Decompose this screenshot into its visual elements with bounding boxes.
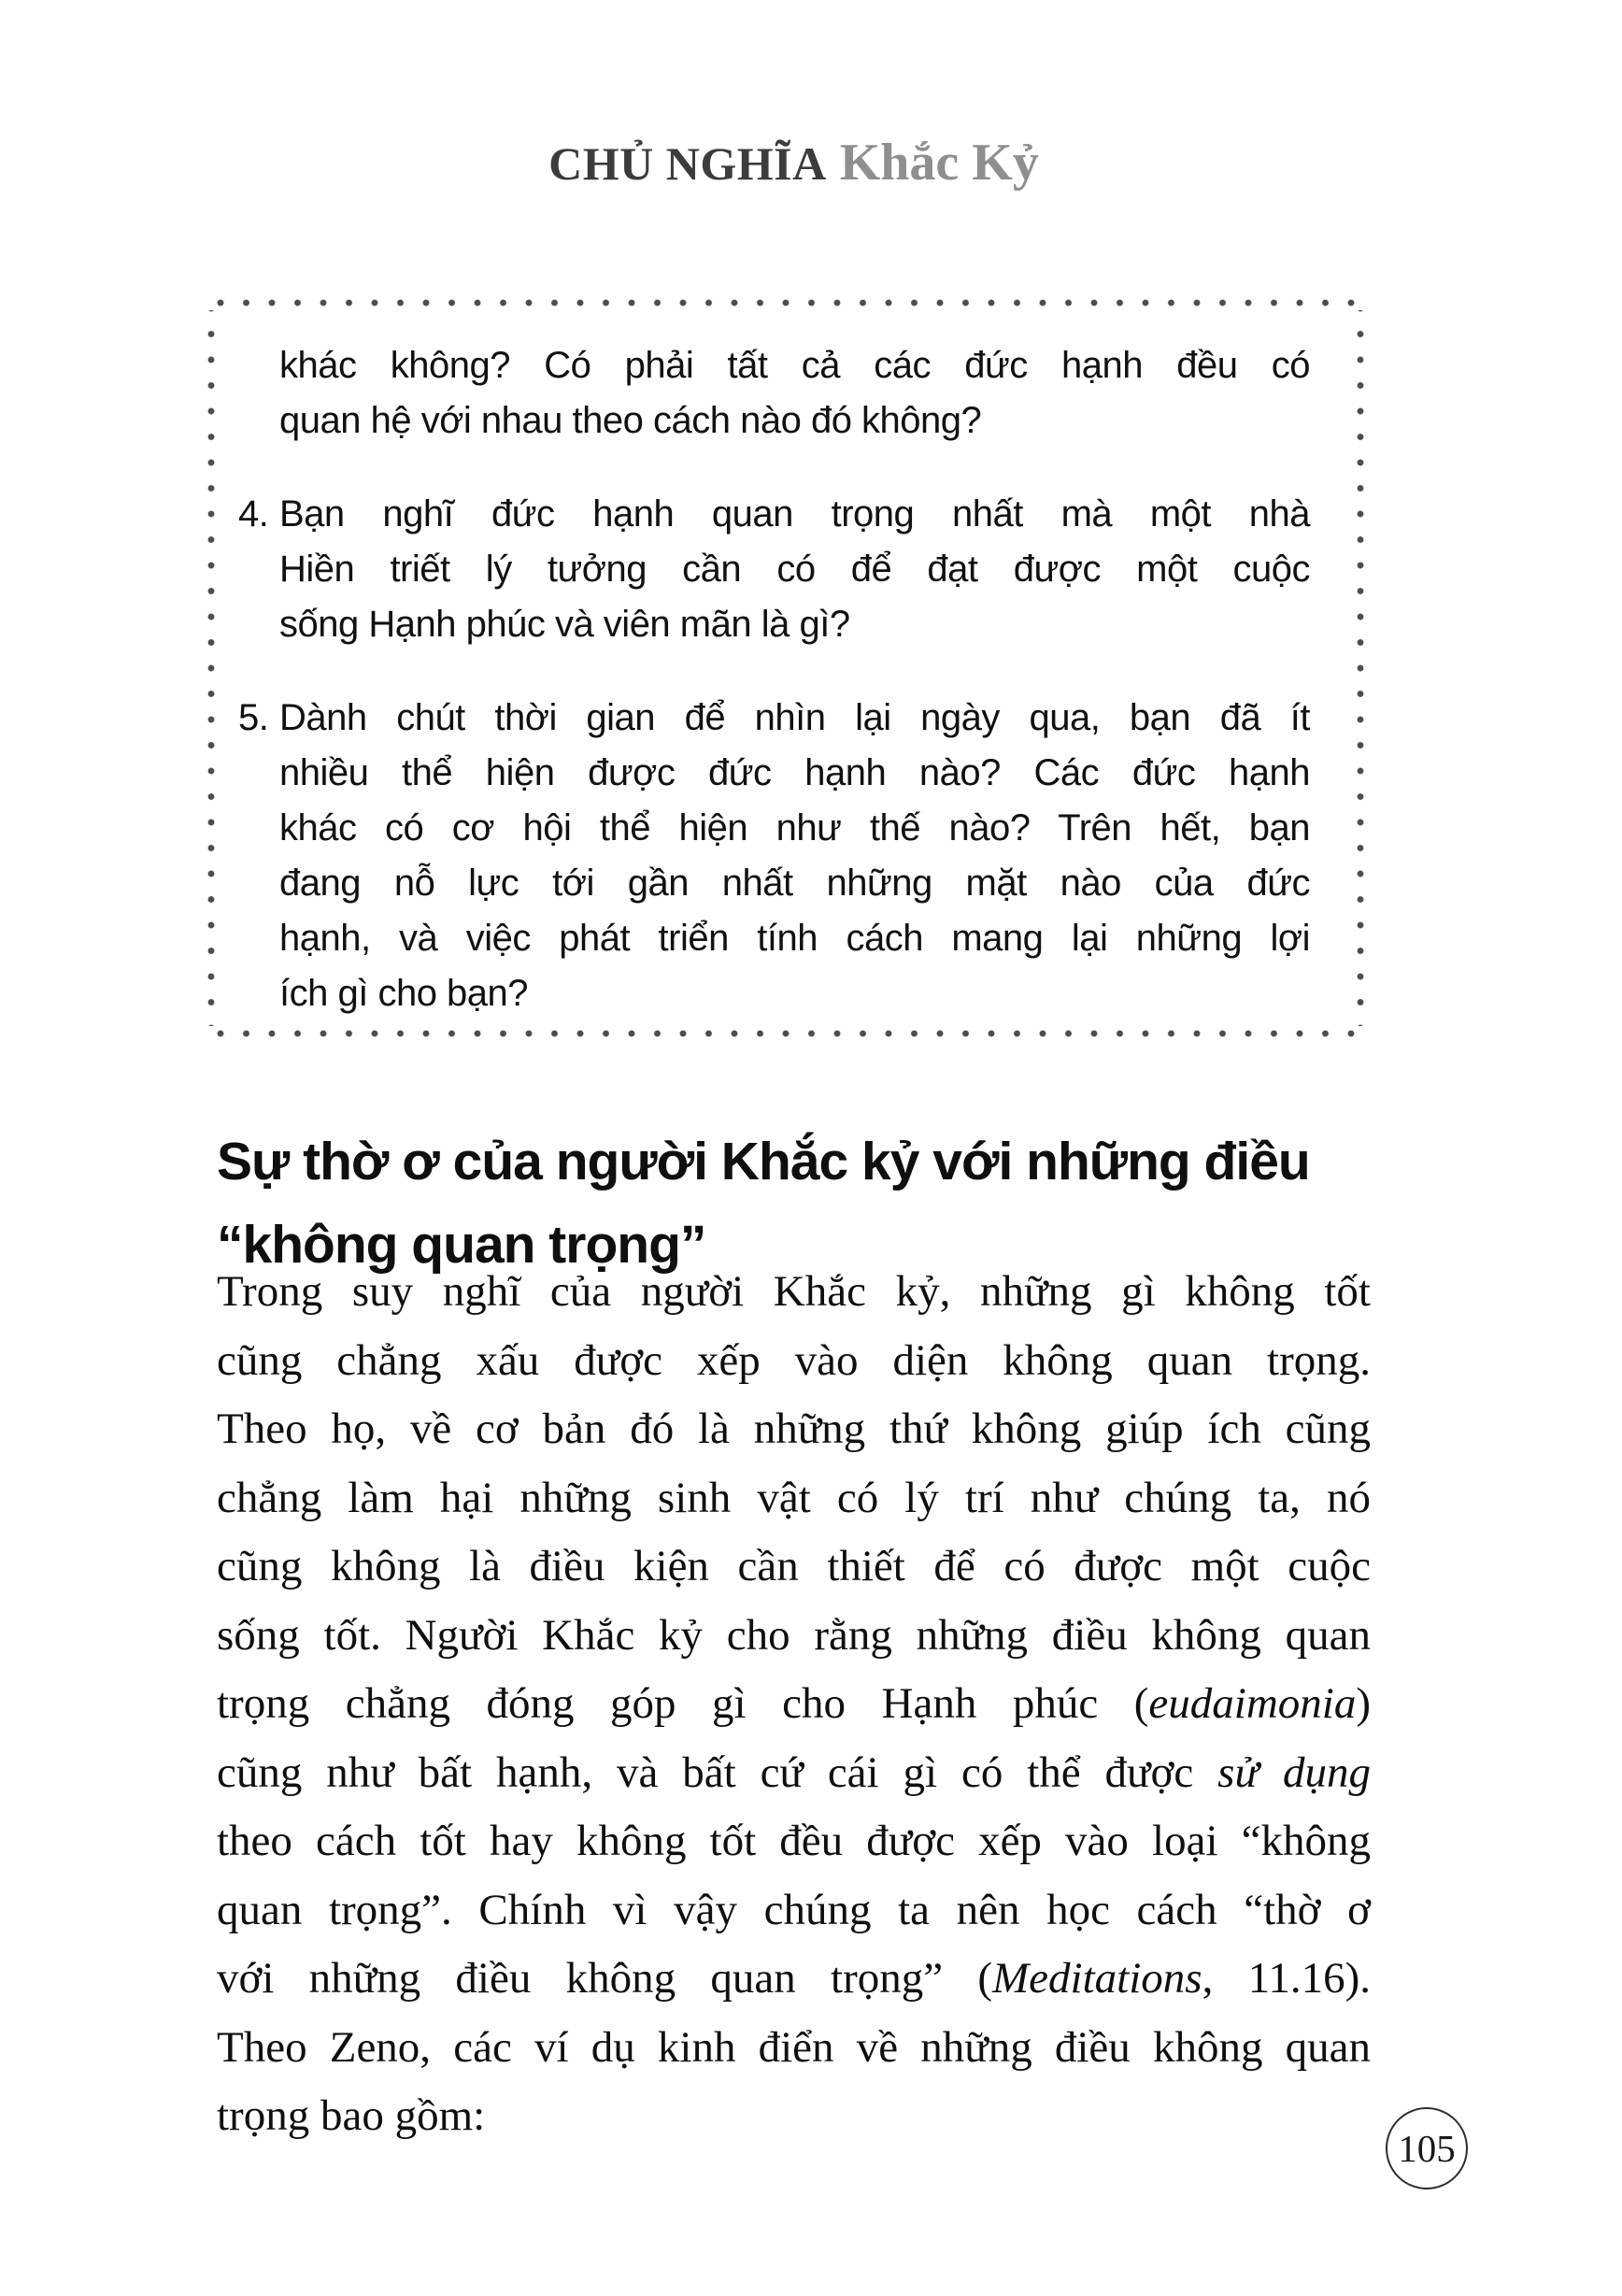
text-line: hạnh, và việc phát triển tính cách mang lại những lợi — [279, 918, 1310, 959]
questions-list — [238, 338, 1310, 1021]
text-line: Theo Zeno, các ví dụ kinh điển về những điều không quan — [217, 2022, 1371, 2072]
book-title-primary: CHỦ NGHĨA — [548, 137, 827, 190]
book-header — [217, 133, 1371, 193]
book-title-secondary: Khắc Kỷ — [839, 134, 1039, 192]
list-item-number — [238, 338, 279, 449]
text-line: sống Hạnh phúc và viên mãn là gì? — [279, 604, 850, 645]
page-number: 105 — [1398, 2127, 1456, 2170]
text-line: khác không? Có phải tất cả các đức hạnh đều có — [279, 345, 1310, 386]
text-line: cũng như bất hạnh, và bất cứ cái gì có thể được sử dụng — [217, 1747, 1371, 1797]
text-line: Theo họ, về cơ bản đó là những thứ không giúp ích cũng — [217, 1405, 1371, 1453]
text-line: chẳng làm hại những sinh vật có lý trí như chúng ta, nó — [217, 1473, 1371, 1522]
text-line: Hiền triết lý tưởng cần có để đạt được một cuộc — [279, 549, 1310, 590]
list-item — [238, 691, 1310, 1021]
list-item-number: 5. — [238, 697, 269, 738]
dotted-border-right — [1357, 310, 1364, 1026]
text-line: quan hệ với nhau theo cách nào đó không? — [279, 400, 982, 441]
text-line: nhiều thể hiện được đức hạnh nào? Các đức hạnh — [279, 752, 1310, 793]
list-item — [238, 487, 1310, 652]
dotted-border-top — [207, 299, 1364, 307]
dotted-border-left — [207, 310, 215, 1026]
text-line: Bạn nghĩ đức hạnh quan trọng nhất mà một nhà — [279, 493, 1310, 535]
text-line: sống tốt. Người Khắc kỷ cho rằng những điều không quan — [217, 1610, 1371, 1660]
body-paragraph — [217, 1258, 1371, 2151]
text-line: theo cách tốt hay không tốt đều được xếp vào loại “không — [217, 1817, 1371, 1865]
text-line: trọng chẳng đóng góp gì cho Hạnh phúc (eudaimonia) — [217, 1679, 1371, 1728]
text-line: khác có cơ hội thể hiện như thế nào? Trên hết, bạn — [279, 807, 1310, 849]
text-line: cũng chẳng xấu được xếp vào diện không quan trọng. — [217, 1335, 1371, 1385]
text-line: Dành chút thời gian để nhìn lại ngày qua, bạn đã ít — [279, 697, 1310, 738]
dotted-border-bottom — [207, 1030, 1364, 1037]
text-line: ích gì cho bạn? — [279, 973, 529, 1014]
text-line: trọng bao gồm: — [217, 2091, 486, 2140]
text-line: quan trọng”. Chính vì vậy chúng ta nên học cách “thờ ơ — [217, 1885, 1371, 1934]
text-line: cũng không là điều kiện cần thiết để có được một cuộc — [217, 1542, 1371, 1590]
text-line: Trong suy nghĩ của người Khắc kỷ, những gì không tốt — [217, 1267, 1371, 1316]
questions-box — [207, 299, 1364, 1037]
page-number-badge — [1386, 2107, 1468, 2189]
list-item — [238, 338, 1310, 449]
text-line: với những điều không quan trọng” (Meditations, 11.16). — [217, 1954, 1371, 2003]
text-line: đang nỗ lực tới gần nhất những mặt nào của đức — [279, 863, 1310, 904]
section-heading-line1: Sự thờ ơ của người Khắc kỷ với những điều — [217, 1132, 1310, 1192]
section-heading-line2: “không quan trọng” — [217, 1215, 706, 1276]
list-item-number: 4. — [238, 493, 269, 535]
